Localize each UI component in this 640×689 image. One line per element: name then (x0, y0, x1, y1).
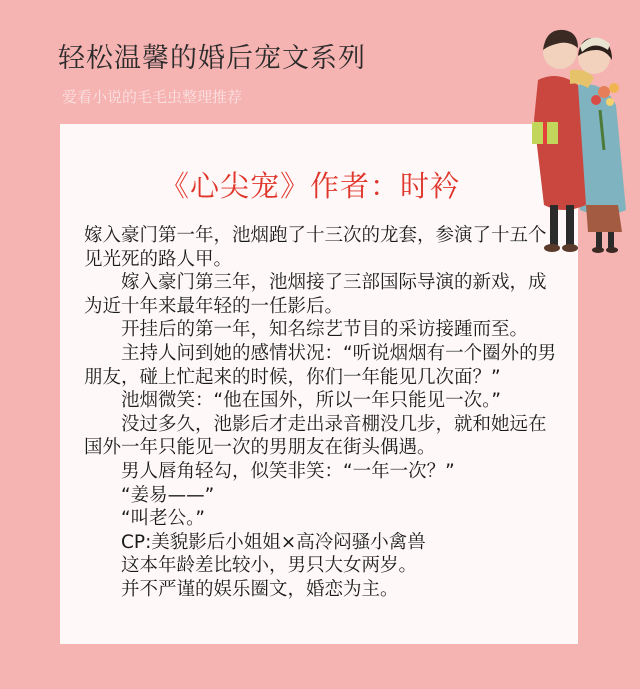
synopsis-paragraph: “叫老公。” (121, 508, 205, 530)
synopsis-paragraph: 男人唇角轻勾，似笑非笑：“一年一次？” (121, 460, 455, 482)
couple-illustration-icon (508, 10, 640, 260)
synopsis-paragraph: 主持人问到她的感情状况：“听说烟烟有一个圈外的男朋友，碰上忙起来的时候，你们一年能见几次面？” (84, 342, 557, 388)
synopsis-paragraph: 并不严谨的娱乐圈文，婚恋为主。 (121, 578, 399, 600)
synopsis-paragraph: 嫁入豪门第三年，池烟接了三部国际导演的新戏，成为近十年来最年轻的一任影后。 (84, 272, 547, 317)
synopsis-paragraph: 没过多久，池影后才走出录音棚没几步，就和她远在国外一年只能见一次的男朋友在街头偶遇。 (84, 413, 547, 459)
book-title-line (160, 164, 460, 205)
page-subtitle: 爱看小说的毛毛虫整理推荐 (62, 88, 243, 106)
synopsis-paragraph: 嫁入豪门第一年，池烟跑了十三次的龙套，参演了十五个见光死的路人甲。 (84, 225, 547, 270)
author-label: 作者： (310, 169, 401, 203)
synopsis-paragraph: 池烟微笑：“他在国外，所以一年只能见一次。” (121, 390, 501, 412)
synopsis (84, 224, 560, 602)
page-title: 轻松温馨的婚后宠文系列 (58, 43, 366, 74)
author-name: 时衿 (400, 169, 461, 203)
content-card (60, 124, 578, 644)
synopsis-paragraph: CP:美貌影后小姐姐×高冷闷骚小禽兽 (121, 531, 426, 553)
synopsis-paragraph: 这本年龄差比较小，男只大女两岁。 (121, 555, 418, 577)
book-title: 《心尖宠》 (160, 169, 311, 203)
synopsis-paragraph: “姜易——” (121, 484, 215, 506)
synopsis-paragraph: 开挂后的第一年，知名综艺节目的采访接踵而至。 (121, 319, 529, 341)
